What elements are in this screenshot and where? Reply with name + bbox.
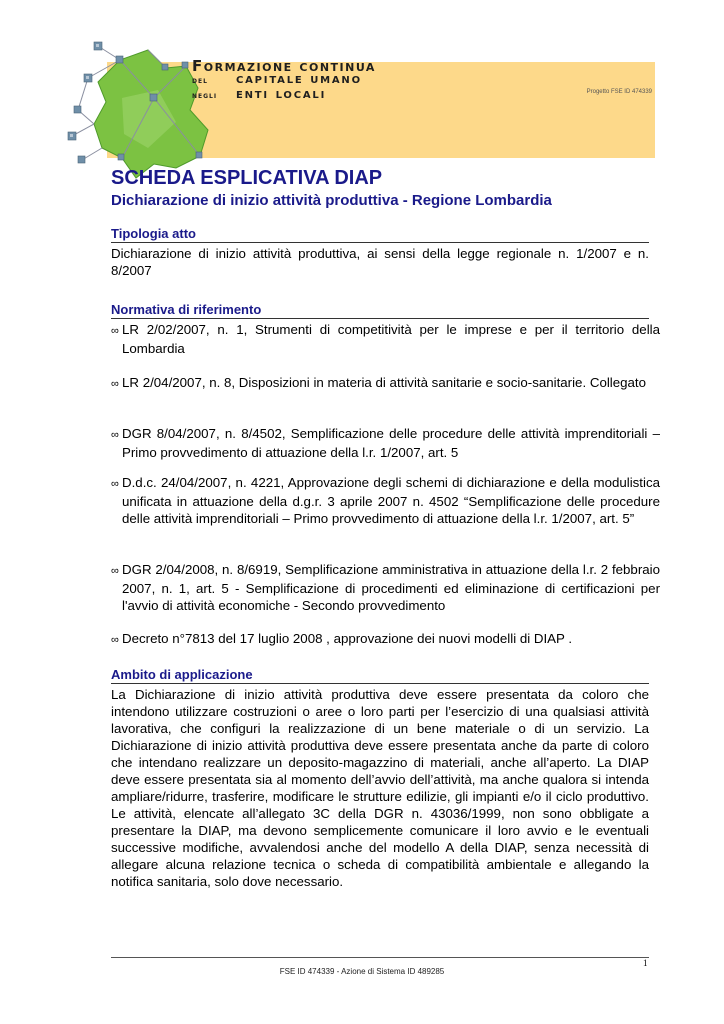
footer-text: FSE ID 474339 - Azione di Sistema ID 489285 [279,967,445,976]
normativa-item-text: LR 2/02/2007, n. 1, Strumenti di competitività per le imprese e per il territorio della Lombardia [122,322,660,356]
ambito-text: La Dichiarazione di inizio attività produttiva deve essere presentata da coloro che intendono utilizzare costruzioni o aree o loro parti per l’esercizio di una qualsiasi attività lavorativa, che configuri la realizzazione di un bene materiale o di un servizio. La Dichiarazione di inizio attività produttiva deve essere presentata anche da parte di coloro che intendano realizzare un deposito-magazzino di materiali, anche all’aperto. La DIAP deve essere presentata sia al momento dell’avvio dell’attività, ma anche qualora si intenda ampliare/ridurre, trasferire, modificare le strutture edilizie, gli impianti e/o il ciclo produttivo. Le attività, elencate all’allegato 3C della DGR n. 43036/1999, non sono obbligate a presentare la DIAP, ma devono semplicemente comunicare il loro avvio e le eventuali successive modifiche, avvalendosi anche del modello A della DIAP, senza necessità di allegare alcuna relazione tecnica o scheda di compatibilità ambientale e allegando la notifica sanitaria, solo dove necessario. [111,687,649,889]
section-heading-normativa: Normativa di riferimento [111,302,649,319]
bullet-icon: ∞ [111,478,119,490]
normativa-item-text: DGR 8/04/2007, n. 8/4502, Semplificazione delle procedure delle attività imprenditoriali – Primo provvedimento di attuazione della l.r. 1/2007, art. 5 [122,426,660,460]
document-title: SCHEDA ESPLICATIVA DIAP [111,167,383,189]
normativa-item-text: D.d.c. 24/04/2007, n. 4221, Approvazione degli schemi di dichiarazione e della modulistica unificata in attuazione della d.g.r. 3 aprile 2007 n. 4502 “Semplificazione delle procedure delle attività imprenditoriali – Primo provvedimento di attuazione della l.r. 1/2007, art. 5” [122,475,660,526]
section-heading-tipologia: Tipologia atto [111,226,649,243]
bullet-icon: ∞ [111,325,119,337]
header-line2-small: del [192,76,208,86]
normativa-item [111,630,660,649]
normativa-item-text: LR 2/04/2007, n. 8, Disposizioni in materia di attività sanitarie e socio-sanitarie. Collegato [122,375,647,390]
header-line3-big: enti locali [236,86,327,102]
header-line2-big: capitale umano [236,71,362,87]
normativa-item-text: Decreto n°7813 del 17 luglio 2008 , approvazione dei nuovi modelli di DIAP . [122,631,573,646]
normativa-item [111,474,660,527]
header-line3-small: negli [192,91,218,101]
header-line1: Formazione continua [192,57,376,75]
normativa-item [111,561,660,614]
normativa-item [111,321,660,357]
bullet-icon: ∞ [111,634,119,646]
normativa-item [111,374,660,393]
document-subtitle: Dichiarazione di inizio attività produttiva - Regione Lombardia [111,192,552,209]
bullet-icon: ∞ [111,429,119,441]
header-title [192,57,376,102]
bullet-icon: ∞ [111,565,119,577]
project-label: Progetto FSE ID 474339 [586,89,652,95]
bullet-icon: ∞ [111,378,119,390]
footer-divider [111,957,649,958]
section-heading-ambito: Ambito di applicazione [111,667,649,684]
normativa-item [111,425,660,461]
normativa-item-text: DGR 2/04/2008, n. 8/6919, Semplificazione amministrativa in attuazione della l.r. 2 febbraio 2007, n. 1, art. 5 - Semplificazione di procedimenti ed eliminazione di certificazioni per l'avvio di attività economiche - Secondo provvedimento [122,562,660,613]
page-number: 1 [643,958,648,968]
tipologia-text: Dichiarazione di inizio attività produttiva, ai sensi della legge regionale n. 1/2007 e n. 8/2007 [111,246,649,278]
